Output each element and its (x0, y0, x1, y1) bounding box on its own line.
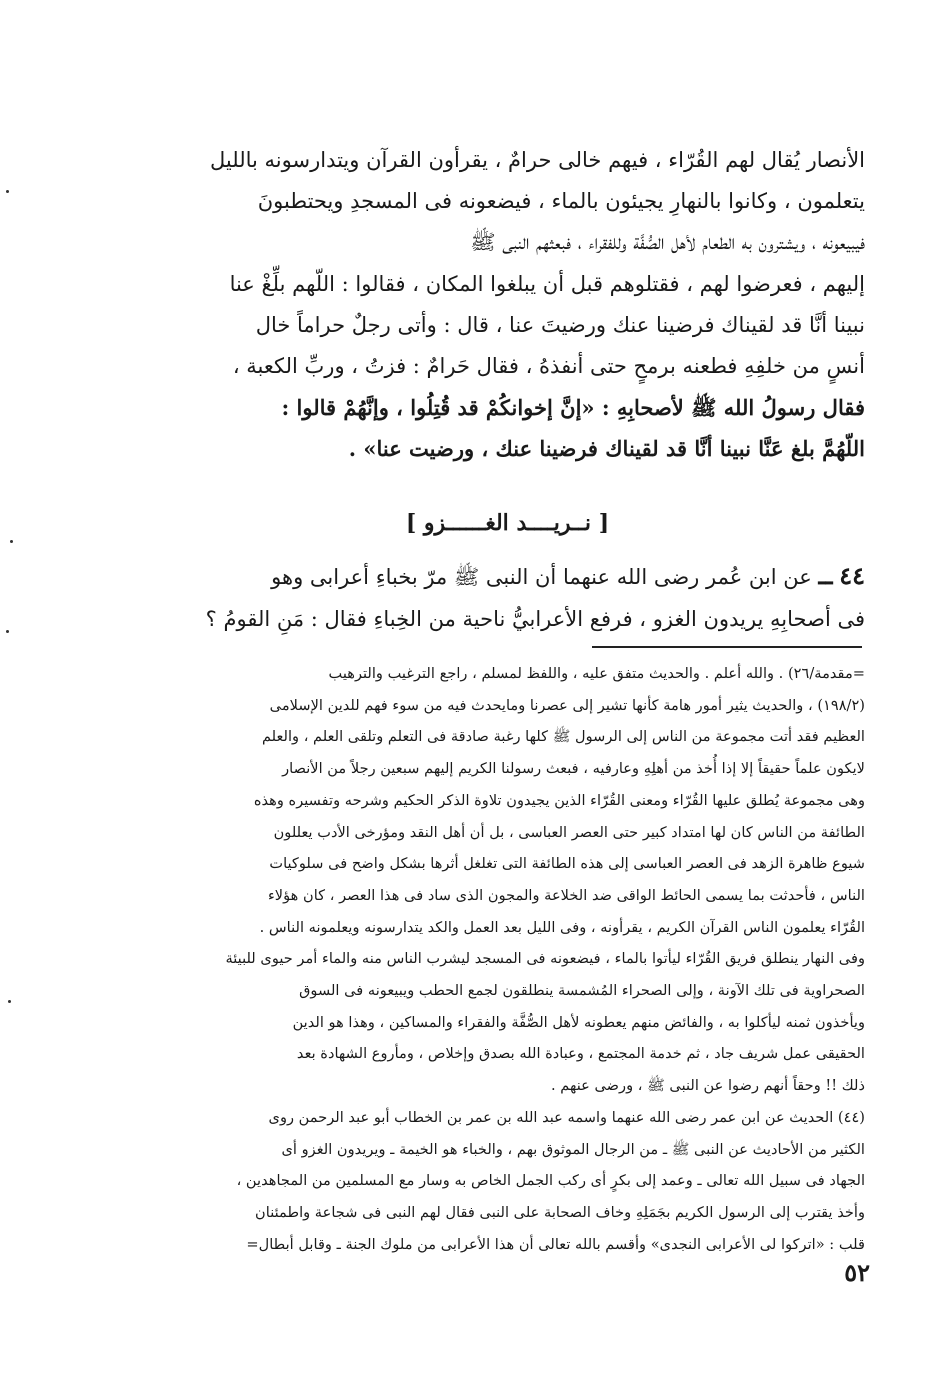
footnote-line: وفى النهار ينطلق فريق القُرّاء ليأتوا بالماء ، فيضعونه فى المسجد ليشرب الناس منه والماء أمر حيوى للبيئة (225, 950, 865, 968)
scan-speck (8, 1000, 11, 1003)
footnote-line: الجهاد فى سبيل الله تعالى ـ وعمد إلى بكرٍ أى ركب الجمل الخاص به وسار مع المسلمين من المجاهدين ، (236, 1172, 865, 1190)
hadith-44 (150, 555, 865, 640)
footnote-line: وأخذ يقترب إلى الرسول الكريم بجَمَلِهِ وخاف الصحابة على النبى فقال لهم النبى فى شجاعة واطمئنان (255, 1203, 865, 1221)
main-line: يتعلمون ، وكانوا بالنهارِ يجيئون بالماء ، فيضعونه فى المسجدِ ويحتطبونَ (257, 189, 865, 214)
footnote-line: وهى مجموعة يُطلق عليها القُرّاء ومعنى القُرّاء الذين يجيدون تلاوة الذكر الحكيم وشرحه وتفسيره وهذه (253, 791, 865, 809)
footnote-line: ويأخذون ثمنه ليأكلوا به ، والفائض منهم يعطونه لأهل الصُّفَّة والفقراء والمساكين ، وهذا هو الدين (292, 1013, 865, 1031)
footnote-line: الطائفة من الناس كان لها امتداد كبير حتى العصر العباسى ، بل أن أهل النقد ومؤرخى الأدب يعللون (273, 823, 865, 841)
main-text (150, 140, 865, 470)
main-line: نبينا أنَّا قد لقيناك فرضينا عنك ورضيتَ عنا ، قال : وأتى رجلٌ حراماً خال (255, 312, 865, 337)
footnote-line: الناس ، فأحدثت بما يسمى الحائط الواقى ضد الخلاعة والمجون الذى ساد فى هذا العصر ، كان هؤلاء (267, 886, 865, 904)
footnote-line: العظيم فقد أتت مجموعة من الناس إلى الرسول ﷺ كلها رغبة صادقة فى التعلم وتلقى العلم ، والعلم (261, 728, 865, 746)
scan-speck (10, 540, 13, 543)
main-line: الأنصار يُقال لهم القُرّاء ، فيهم خالى حرامٌ ، يقرأون القرآن ويتدارسونه بالليل (210, 148, 865, 172)
main-line: أنسٍ من خلفِهِ فطعنه برمحٍ حتى أنفذهُ ، فقال حَرامٌ : فزتُ ، وربِّ الكعبة ، (232, 354, 865, 379)
scan-speck (6, 190, 9, 193)
hadith-dash: ــ (818, 561, 833, 590)
footnote-line: (٤٤) الحديث عن ابن عمر رضى الله عنهما واسمه عبد الله بن عمر بن الخطاب أبو عبد الرحمن روى (268, 1108, 865, 1126)
footnote-line: قلب : «اتركوا لى الأعرابى النجدى» وأقسم بالله تعالى أن هذا الأعرابى من ملوك الجنة ـ وقابل أبطال= (246, 1235, 865, 1253)
footnotes (148, 658, 865, 1260)
hadith-line-2: فى أصحابِهِ يريدون الغزو ، فرفع الأعرابيُّ ناحية من الخِباءِ فقال : مَنِ القومُ ؟ (205, 607, 865, 631)
footnote-line: (١٩٨/٢) ، والحديث يثير أمور هامة كأنها تشير إلى عصرنا ومايحدث فيه من سوء فهم للدين الإسلامى (269, 696, 865, 714)
footnote-separator (592, 646, 862, 648)
hadith-number: ٤٤ (839, 561, 865, 590)
page-number: ٥٢ (844, 1258, 870, 1287)
footnote-line: الكثير من الأحاديث عن النبى ﷺ ـ من الرجال الموثوق بهم ، والخباء هو الخيمة ـ ويريدون الغزو أى (281, 1140, 865, 1158)
footnote-line: الصحراوية فى تلك الآونة ، وإلى الصحراء المُشمسة ينطلقون لجمع الحطب ويبيعونه فى السوق (299, 982, 865, 1000)
main-line-quote: فقال رسولُ الله ﷺ لأصحابِهِ : «إنَّ إخوانكُمْ قد قُتِلُوا ، وإنَّهُمْ قالوا : (281, 395, 865, 421)
hadith-line-1 (150, 555, 865, 598)
main-line: فيبيعونه ، ويشترون به الطعام لأهل الصُّفَّة وللفقراء ، فبعثهم النبى ﷺ (470, 230, 865, 255)
footnote-line: الحقيقى عمل شريف جاد ، ثم خدمة المجتمع ، وعبادة الله بصدق وإخلاص ، ومأروع الشهادة بعد (296, 1045, 865, 1063)
footnote-line: ذلك !! وحقاً أنهم رضوا عن النبى ﷺ ، ورضى عنهم . (551, 1077, 865, 1095)
main-line-quote: اللّهُمَّ بلغ عَنَّا نبينا أنَّا قد لقيناك فرضينا عنك ، ورضيت عنا» . (348, 436, 865, 462)
scan-speck (6, 630, 9, 633)
section-heading: [ نــريــــد الغــــــزو ] (405, 510, 610, 536)
hadith-text-1: عن ابن عُمر رضى الله عنهما أن النبى ﷺ مرّ بخباءِ أعرابى وهو (271, 565, 812, 589)
footnote-line: القُرّاء يعلمون الناس القرآن الكريم ، يقرأونه ، وفى الليل بعد العمل والكد يتدارسونه ويعلمونه الناس . (259, 918, 865, 936)
footnote-line: =مقدمة/٢٦) . والله أعلم . والحديث متفق عليه ، واللفظ لمسلم ، راجع الترغيب والترهيب (328, 665, 865, 682)
footnote-line: لايكون علماً حقيقاً إلا إذا أُخذ من أهلِهِ وعارفيه ، فبعث رسولنا الكريم إليهم سبعين رجلاً من الأنصار (282, 760, 865, 778)
main-line: إليهم ، فعرضوا لهم ، فقتلوهم قبل أن يبلغوا المكان ، فقالوا : اللّهم بلِّغْ عنا (229, 271, 865, 296)
footnote-line: شيوع ظاهرة الزهد فى العصر العباسى إلى هذه الطائفة التى تغلغل أثرها بشكل واضح فى سلوكيات (269, 855, 865, 873)
